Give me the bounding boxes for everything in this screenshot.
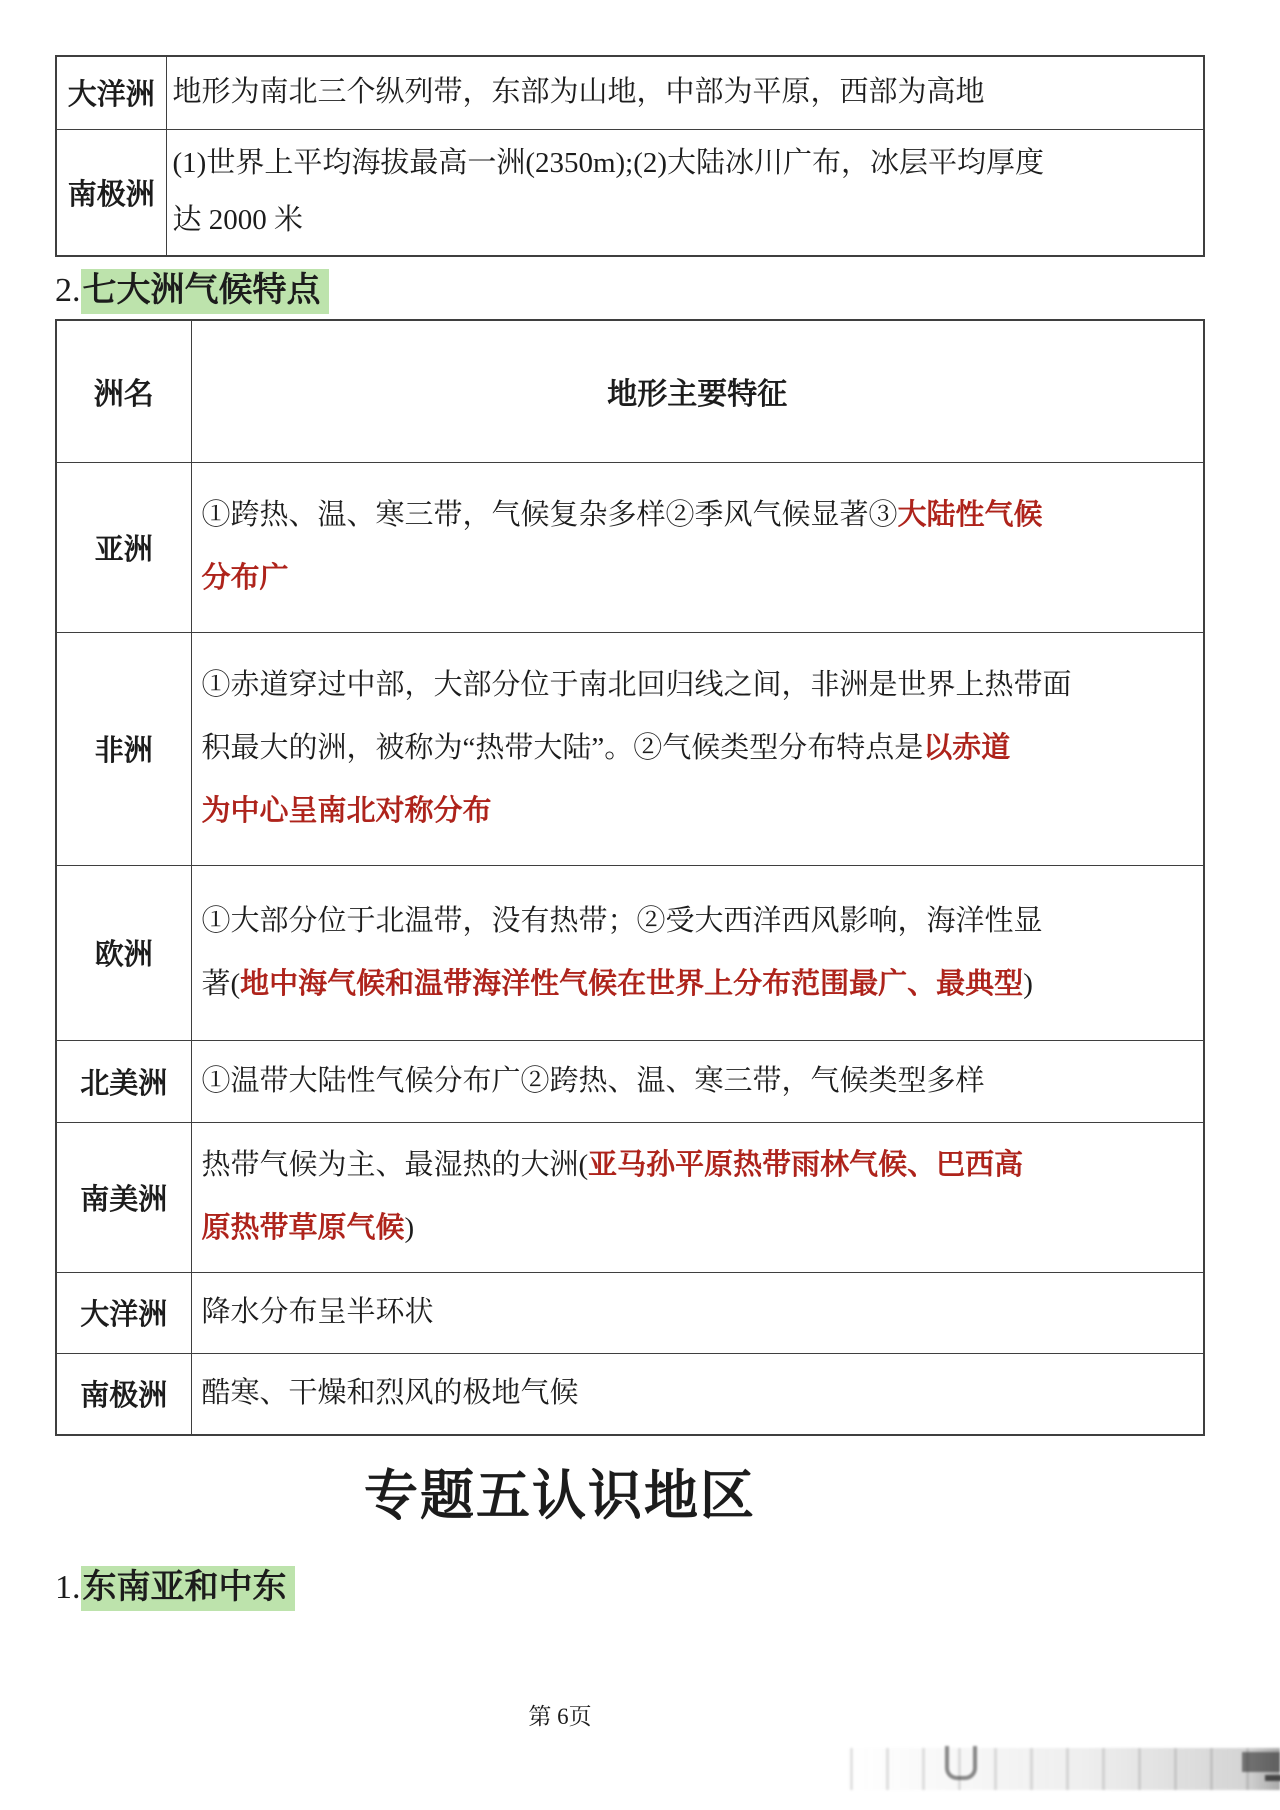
continent-name-cell: 南极洲 xyxy=(56,1353,191,1435)
terrain-table-body xyxy=(56,56,1204,256)
continent-name-cell: 非洲 xyxy=(56,632,191,865)
text-line: 为中心呈南北对称分布 xyxy=(201,795,492,827)
climate-section-title-highlight: 七大洲气候特点 xyxy=(81,269,329,314)
table-row xyxy=(56,865,1204,1040)
text-line: 热带气候为主、最湿热的大洲(亚马孙平原热带雨林气候、巴西高 xyxy=(201,1149,1024,1181)
continent-climate-table xyxy=(55,319,1205,1436)
table-row xyxy=(56,462,1204,632)
table-row xyxy=(56,1040,1204,1122)
text-line: 积最大的洲，被称为“热带大陆”。②气候类型分布特点是以赤道 xyxy=(201,732,1011,764)
page-number: 第 6页 xyxy=(528,1704,592,1729)
feature-description-cell xyxy=(191,1122,1204,1272)
text-line: 地形为南北三个纵列带，东部为山地，中部为平原，西部为高地 xyxy=(172,76,985,109)
climate-table-body xyxy=(56,462,1204,1435)
continent-name-cell: 南极洲 xyxy=(56,129,166,256)
text-line: ①跨热、温、寒三带，气候复杂多样②季风气候显著③大陆性气候 xyxy=(201,499,1043,531)
continent-name-cell: 大洋洲 xyxy=(56,1272,191,1353)
scan-artifact xyxy=(850,1748,1280,1790)
continent-name-cell: 南美洲 xyxy=(56,1122,191,1272)
table-row xyxy=(56,56,1204,129)
text-line: ①大部分位于北温带，没有热带；②受大西洋西风影响，海洋性显 xyxy=(201,904,1043,937)
continent-name-cell: 北美洲 xyxy=(56,1040,191,1122)
text-line: 达 2000 米 xyxy=(172,204,304,237)
continent-name-cell: 亚洲 xyxy=(56,462,191,632)
feature-description-cell xyxy=(166,129,1204,256)
text-line: 著(地中海气候和温带海洋性气候在世界上分布范围最广、最典型) xyxy=(201,967,1033,1000)
feature-description-cell xyxy=(191,1040,1204,1122)
table-row xyxy=(56,632,1204,865)
continent-terrain-table xyxy=(55,55,1205,257)
table-row xyxy=(56,129,1204,256)
continent-name-cell: 欧洲 xyxy=(56,865,191,1040)
header-cell-continent: 洲名 xyxy=(56,320,191,462)
header-cell-feature: 地形主要特征 xyxy=(191,320,1204,462)
text-line: 降水分布呈半环状 xyxy=(201,1296,434,1328)
feature-description-cell xyxy=(191,865,1204,1040)
text-line: ①温带大陆性气候分布广②跨热、温、寒三带，气候类型多样 xyxy=(201,1064,985,1097)
region-section-title-highlight: 东南亚和中东 xyxy=(81,1566,295,1611)
text-line: 酷寒、干燥和烈风的极地气候 xyxy=(201,1377,579,1410)
climate-table-header-row xyxy=(56,320,1204,462)
text-line: 分布广 xyxy=(201,562,289,594)
text-line: 原热带草原气候) xyxy=(201,1212,415,1244)
feature-description-cell xyxy=(191,1353,1204,1435)
region-section-heading xyxy=(55,1566,1280,1610)
chapter-title: 专题五认识地区 xyxy=(364,1466,756,1526)
feature-description-cell xyxy=(191,1272,1204,1353)
table-row xyxy=(56,1272,1204,1353)
region-section-number: 1. xyxy=(55,1569,81,1606)
feature-description-cell xyxy=(191,632,1204,865)
climate-section-heading xyxy=(55,269,1280,313)
text-line: ①赤道穿过中部，大部分位于南北回归线之间，非洲是世界上热带面 xyxy=(201,669,1072,701)
feature-description-cell xyxy=(191,462,1204,632)
feature-description-cell xyxy=(166,56,1204,129)
climate-section-number: 2. xyxy=(55,272,81,309)
table-row xyxy=(56,1353,1204,1435)
text-line: (1)世界上平均海拔最高一洲(2350m);(2)大陆冰川广布，冰层平均厚度 xyxy=(172,147,1045,180)
table-row xyxy=(56,1122,1204,1272)
continent-name-cell: 大洋洲 xyxy=(56,56,166,129)
